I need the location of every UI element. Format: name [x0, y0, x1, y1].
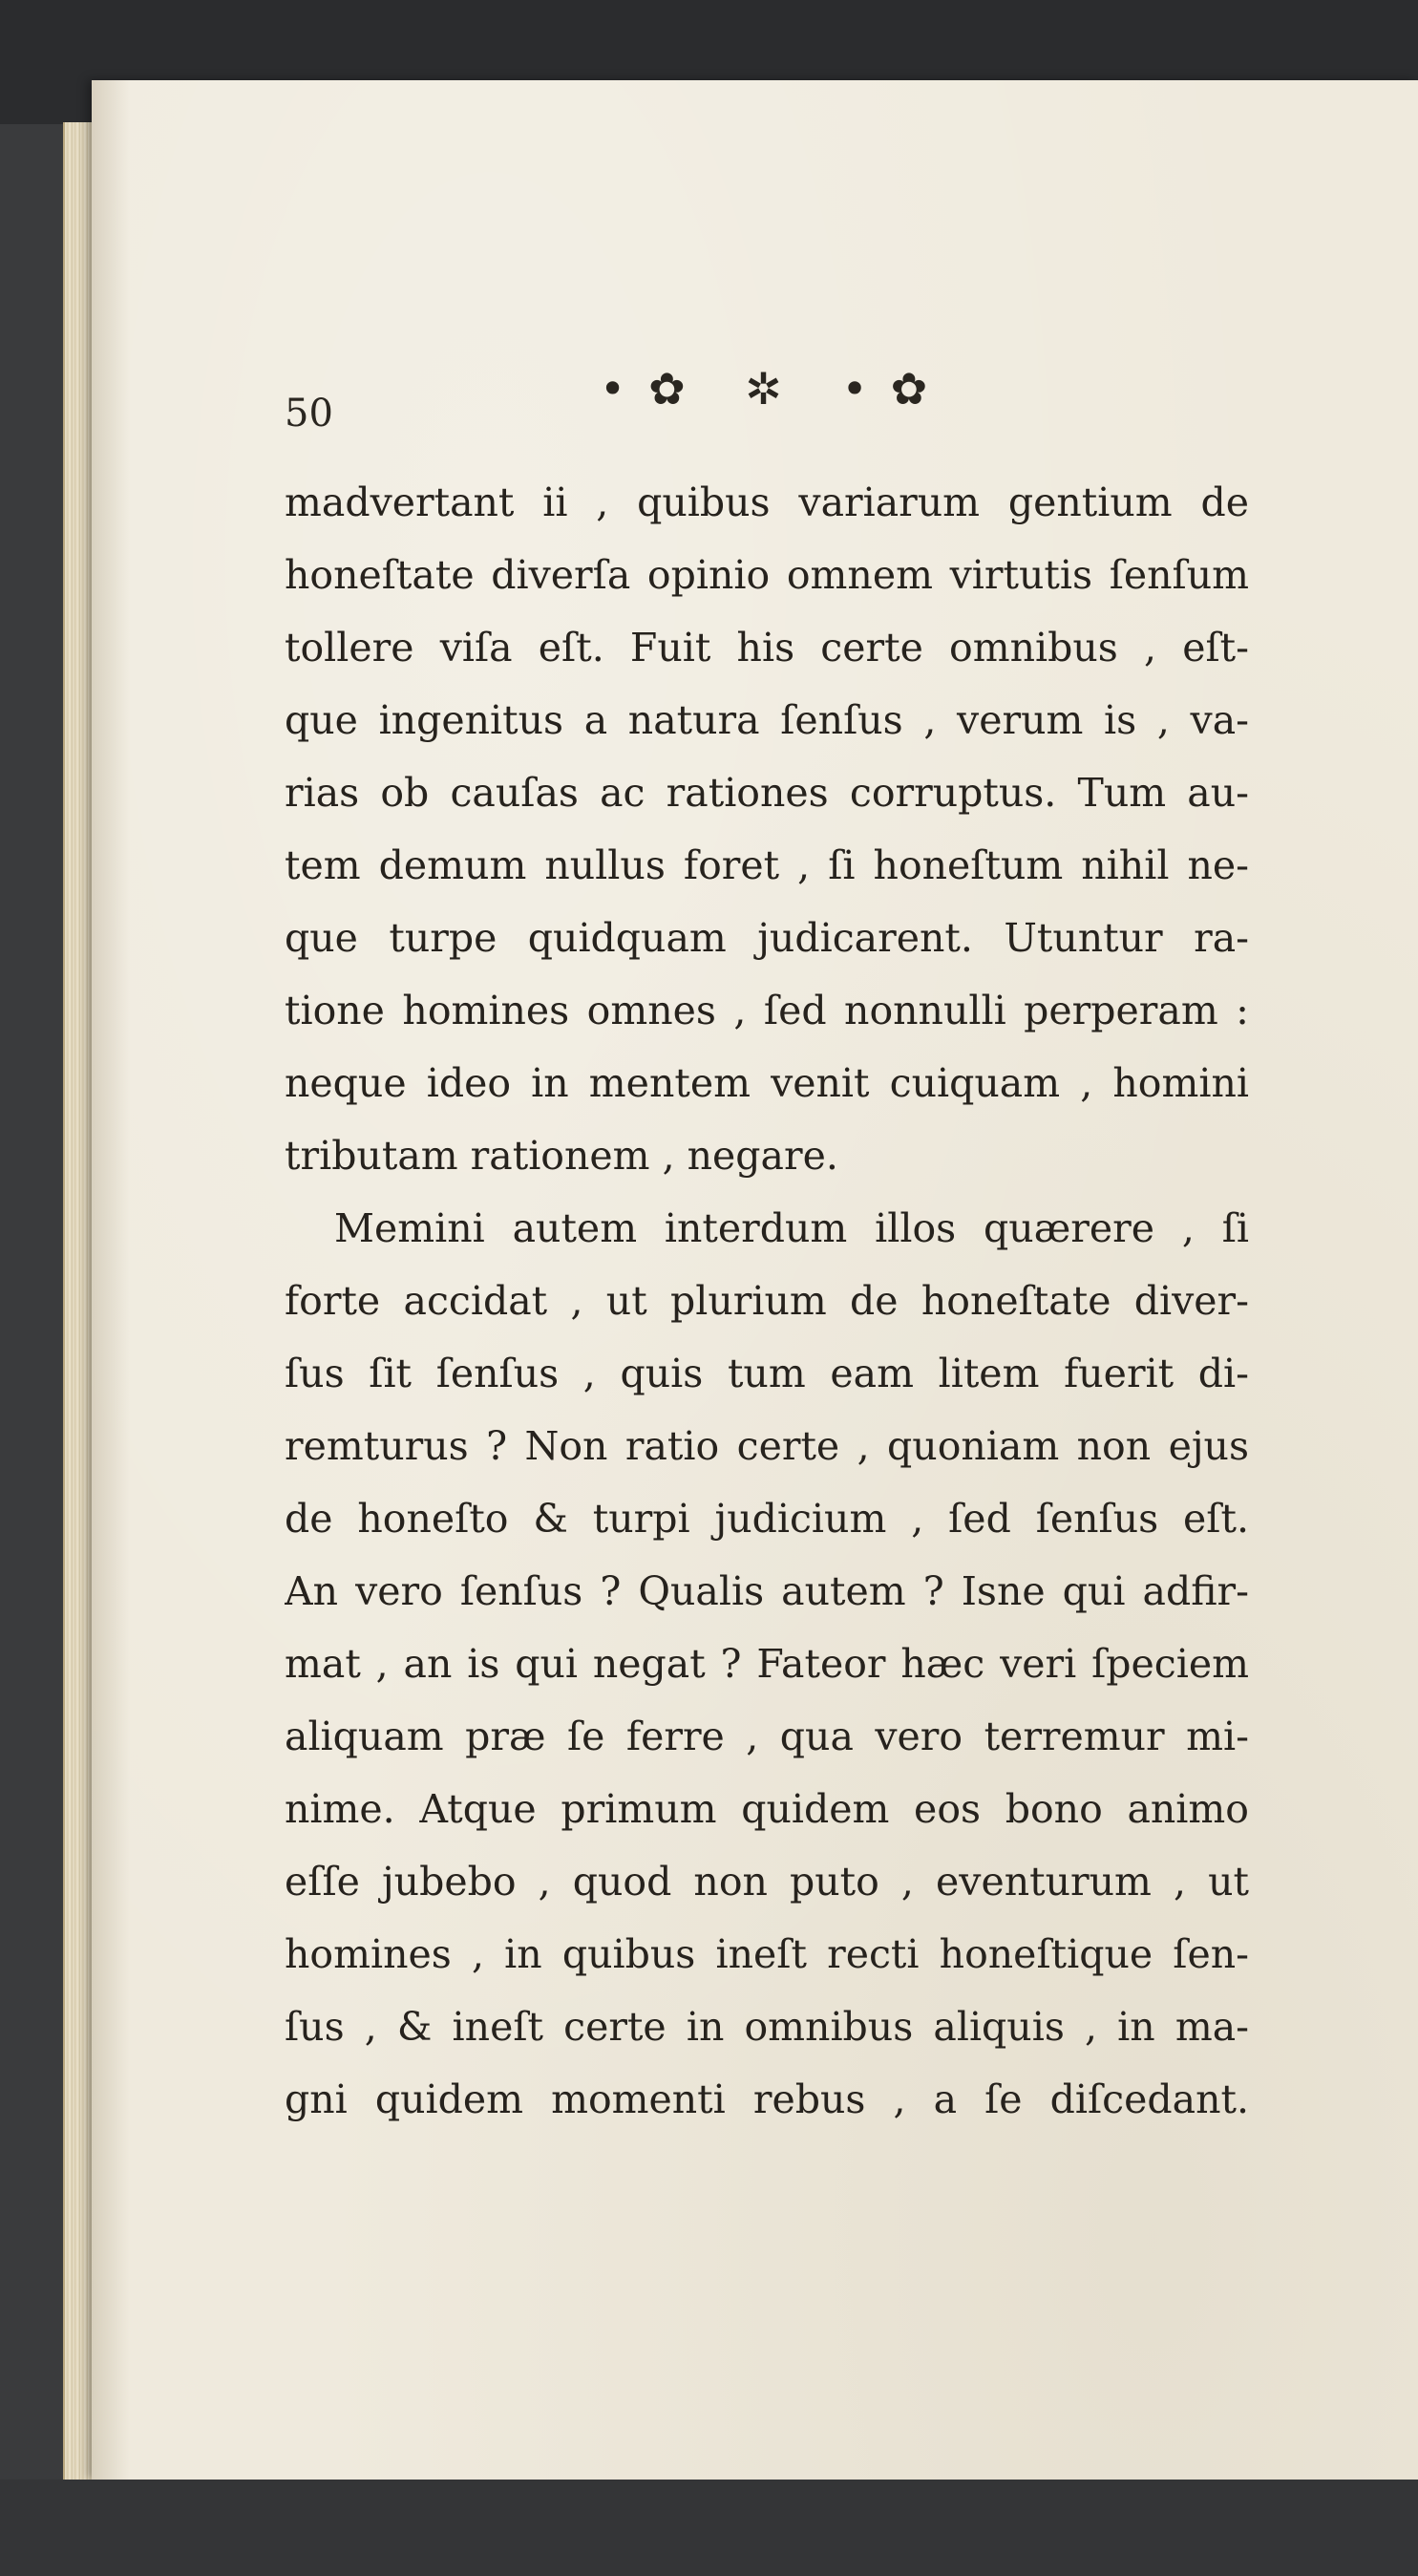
text-line: eſſe jubebo , quod non puto , eventurum , ut — [285, 1859, 1249, 1905]
paragraph-first-line: Memini autem interdum illos quærere , ſi — [334, 1205, 1249, 1251]
text-line: nime. Atque primum quidem eos bono animo — [285, 1786, 1249, 1832]
page-header — [285, 363, 1249, 436]
text-line: tributam rationem , negare. — [285, 1133, 838, 1179]
text-line: aliquam præ ſe ferre , qua vero terremur mi- — [285, 1714, 1249, 1759]
body-text — [285, 466, 1249, 2136]
text-line: forte accidat , ut plurium de honeſtate diver- — [285, 1278, 1249, 1324]
text-line: de honeſto & turpi judicium , ſed ſenſus eſt. — [285, 1496, 1249, 1542]
text-line: tollere viſa eſt. Fuit his certe omnibus , eſt- — [285, 625, 1249, 671]
text-line: gni quidem momenti rebus , a ſe diſcedant. — [285, 2076, 1249, 2122]
text-line: ſus , & ineſt certe in omnibus aliquis , in ma- — [285, 2004, 1249, 2050]
page-number: 50 — [285, 392, 333, 436]
gutter-shadow — [92, 80, 130, 2480]
text-line: tem demum nullus foret , ſi honeſtum nihil ne- — [285, 842, 1249, 888]
text-line: madvertant ii , quibus variarum gentium de — [285, 479, 1249, 525]
text-line: mat , an is qui negat ? Fateor hæc veri ſpeciem — [285, 1641, 1249, 1687]
text-line: que turpe quidquam judicarent. Utuntur ra- — [285, 915, 1249, 961]
text-line: tione homines omnes , ſed nonnulli perperam : — [285, 988, 1249, 1033]
scanner-backdrop-bottom — [0, 2480, 1418, 2576]
text-line: honeſtate diverſa opinio omnem virtutis ſenſum — [285, 552, 1249, 598]
text-line: remturus ? Non ratio certe , quoniam non ejus — [285, 1423, 1249, 1469]
text-line: ſus ſit ſenſus , quis tum eam litem fuerit di- — [285, 1351, 1249, 1396]
text-line: que ingenitus a natura ſenſus , verum is , va- — [285, 697, 1249, 743]
text-line: rias ob cauſas ac rationes corruptus. Tum au- — [285, 770, 1249, 816]
text-line: homines , in quibus ineſt recti honeſtique ſen- — [285, 1931, 1249, 1977]
text-line: neque ideo in mentem venit cuiquam , homini — [285, 1060, 1249, 1106]
text-line: An vero ſenſus ? Qualis autem ? Isne qui adfir- — [285, 1568, 1249, 1614]
header-ornament: •✿ ✲ •✿ — [600, 363, 951, 415]
